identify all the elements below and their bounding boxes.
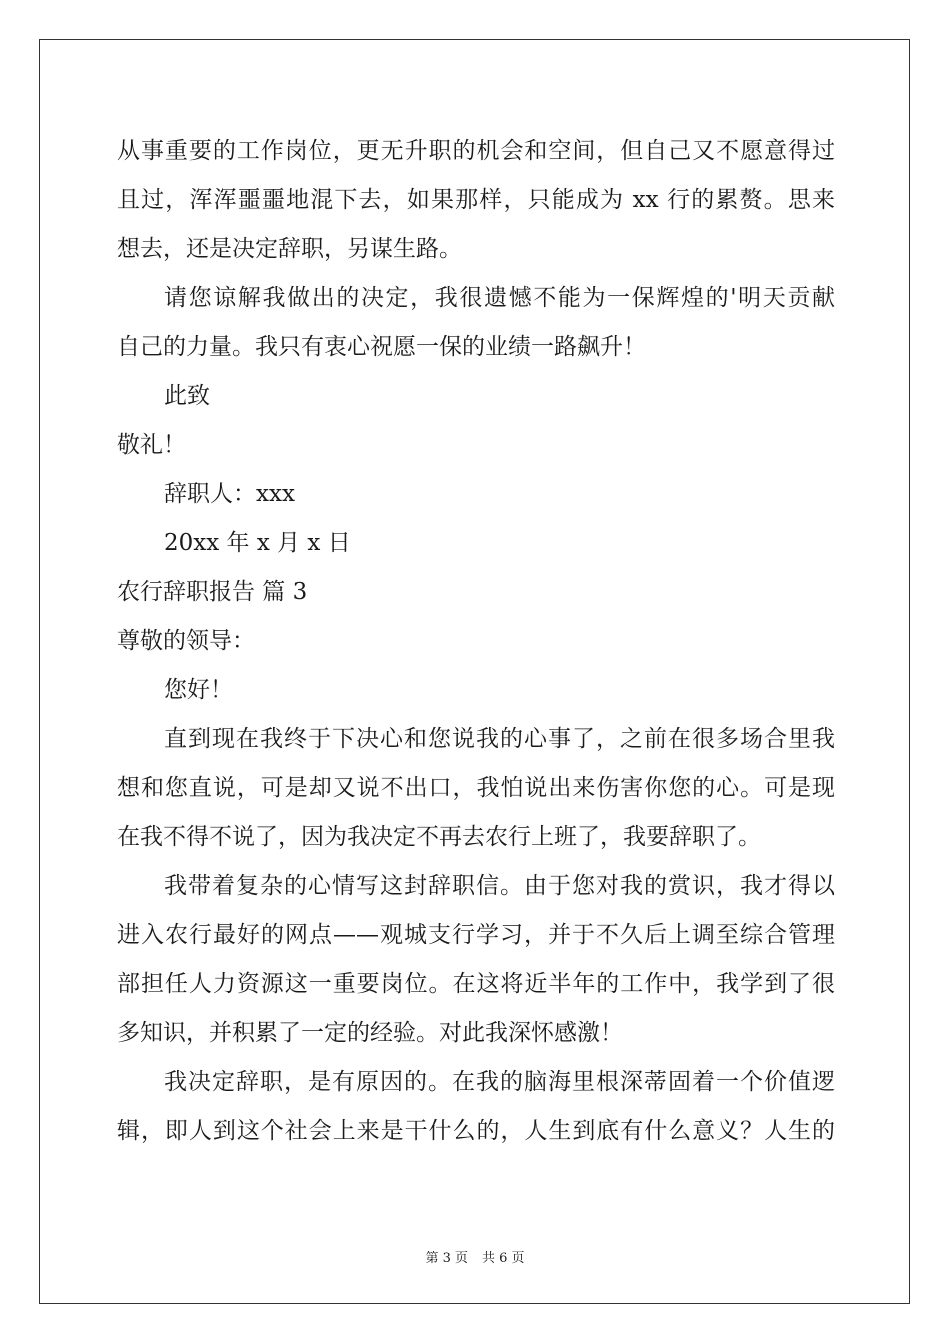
body-text-line: 我带着复杂的心情写这封辞职信。由于您对我的赏识，我才得以: [164, 873, 835, 899]
body-text-line: 在我不得不说了，因为我决定不再去农行上班了，我要辞职了。: [117, 824, 761, 850]
body-text-line: 想去，还是决定辞职，另谋生路。: [117, 236, 462, 262]
body-text-line: 想和您直说，可是却又说不出口，我怕说出来伤害你您的心。可是现: [117, 775, 835, 801]
body-text-line: 我决定辞职，是有原因的。在我的脑海里根深蒂固着一个价值逻: [164, 1069, 835, 1095]
body-text-line: 自己的力量。我只有衷心祝愿一保的业绩一路飙升！: [117, 334, 646, 360]
signature-line: 辞职人：xxx: [164, 481, 295, 507]
body-text-line: 部担任人力资源这一重要岗位。在这将近半年的工作中，我学到了很: [117, 971, 835, 997]
section-title: 农行辞职报告 篇 3: [117, 579, 308, 605]
page-footer: [0, 1247, 950, 1266]
page-number: 第 3 页: [425, 1251, 468, 1266]
body-text-line: 直到现在我终于下决心和您说我的心事了，之前在很多场合里我: [164, 726, 835, 752]
salutation: 尊敬的领导：: [117, 628, 255, 654]
salutation-close: 敬礼！: [117, 432, 186, 458]
body-text-line: 进入农行最好的网点——观城支行学习，并于不久后上调至综合管理: [117, 922, 835, 948]
greeting: 您好！: [164, 677, 233, 703]
body-text-line: 请您谅解我做出的决定，我很遗憾不能为一保辉煌的'明天贡献: [164, 285, 835, 311]
body-text-line: 多知识，并积累了一定的经验。对此我深怀感激！: [117, 1020, 623, 1046]
date-line: 20xx 年 x 月 x 日: [164, 530, 351, 556]
document-body: [117, 127, 835, 1156]
body-text-line: 且过，浑浑噩噩地混下去，如果那样，只能成为 xx 行的累赘。思来: [117, 187, 835, 213]
body-text-line: 从事重要的工作岗位，更无升职的机会和空间，但自己又不愿意得过: [117, 138, 835, 164]
closing-phrase: 此致: [164, 383, 210, 409]
page-total: 共 6 页: [482, 1251, 525, 1266]
body-text-line: 辑，即人到这个社会上来是干什么的，人生到底有什么意义？人生的: [117, 1118, 835, 1144]
